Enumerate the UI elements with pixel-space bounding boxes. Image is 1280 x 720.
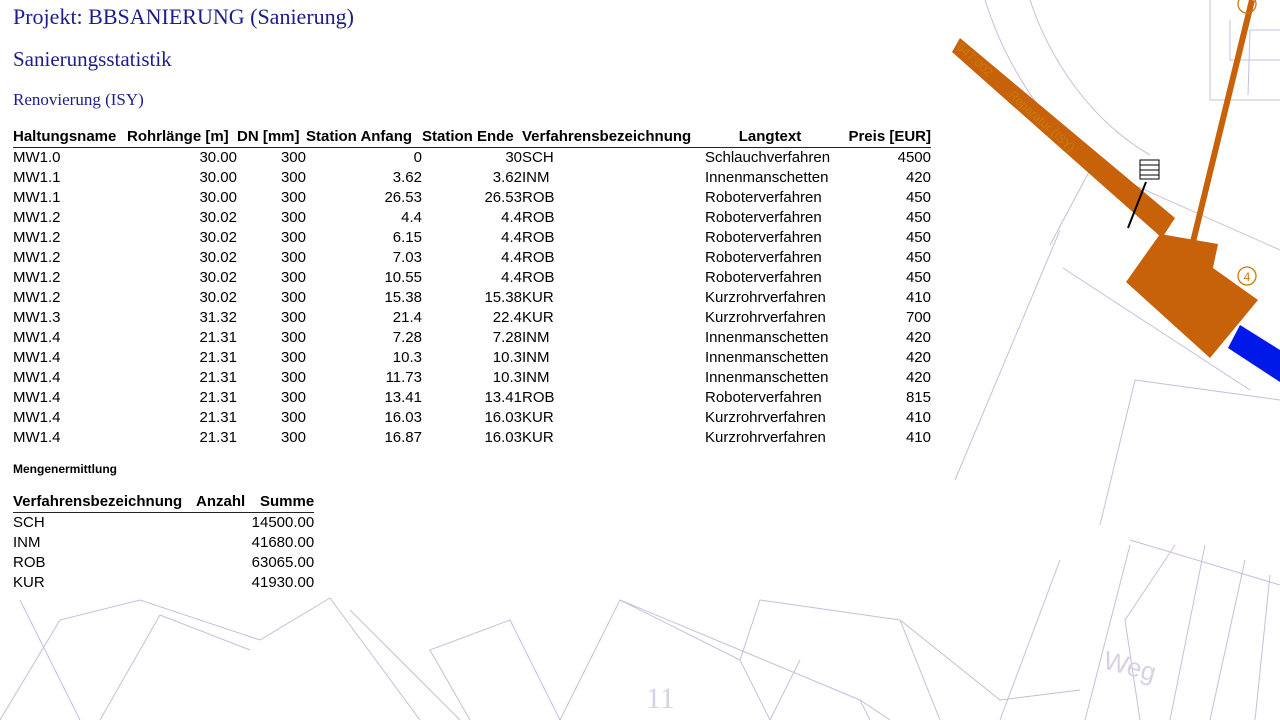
- col-header-langtext[interactable]: Langtext: [705, 126, 835, 148]
- manhole-number-label: 4: [1243, 270, 1251, 284]
- cell-preis: 450: [905, 189, 931, 206]
- quantity-heading: Mengenermittlung: [13, 462, 117, 476]
- cell-langtext: Kurzrohrverfahren: [705, 409, 826, 426]
- cell-rohrlaenge: 30.02: [199, 249, 237, 266]
- table-row[interactable]: [13, 428, 931, 448]
- street-label: Weg: [1100, 644, 1160, 688]
- cell-preis: 450: [905, 229, 931, 246]
- cell-verfahrensbezeichnung: ROB: [522, 229, 555, 246]
- cell-haltungsname: MW1.3: [13, 309, 61, 326]
- cell-station-anfang: 16.87: [384, 429, 422, 446]
- cell-preis: 410: [905, 429, 931, 446]
- cell-langtext: Innenmanschetten: [705, 329, 829, 346]
- cell-dn: 300: [280, 289, 306, 306]
- cell-rohrlaenge: 30.02: [199, 289, 237, 306]
- cell-verfahrensbezeichnung: INM: [522, 329, 550, 346]
- cell-verfahrensbezeichnung: ROB: [522, 269, 555, 286]
- cell-station-ende: 4.4: [501, 229, 522, 246]
- cell-rohrlaenge: 30.02: [199, 229, 237, 246]
- cell-langtext: Roboterverfahren: [705, 269, 822, 286]
- cell-preis: 410: [905, 289, 931, 306]
- cell-preis: 420: [905, 329, 931, 346]
- cell-rohrlaenge: 30.02: [199, 209, 237, 226]
- cell-station-anfang: 0: [413, 149, 422, 166]
- cell-station-anfang: 26.53: [384, 189, 422, 206]
- cell-preis: 450: [905, 269, 931, 286]
- cell-verfahrensbezeichnung: ROB: [522, 389, 555, 406]
- quantity-table: [13, 491, 314, 593]
- cell-rohrlaenge: 30.00: [199, 149, 237, 166]
- cell-langtext: Kurzrohrverfahren: [705, 309, 826, 326]
- cell-langtext: Roboterverfahren: [705, 389, 822, 406]
- table-row[interactable]: [13, 188, 931, 208]
- cell-rohrlaenge: 30.00: [199, 169, 237, 186]
- cell-preis: 700: [905, 309, 931, 326]
- col-header-dn[interactable]: DN [mm]: [237, 126, 306, 148]
- cell-station-ende: 4.4: [501, 209, 522, 226]
- cell-preis: 420: [905, 369, 931, 386]
- cell-verfahrensbezeichnung: INM: [522, 169, 550, 186]
- cell-dn: 300: [280, 309, 306, 326]
- cell-qty-summe: 3065.00: [260, 554, 315, 571]
- cell-preis: 815: [905, 389, 931, 406]
- cell-qty-verfahren: ROB: [13, 554, 46, 571]
- table-row[interactable]: [13, 328, 931, 348]
- col-header-qty-summe[interactable]: Summe: [260, 491, 314, 513]
- cell-verfahrensbezeichnung: ROB: [522, 209, 555, 226]
- table-row[interactable]: [13, 368, 931, 388]
- cell-station-ende: 4.4: [501, 249, 522, 266]
- cell-haltungsname: MW1.4: [13, 369, 61, 386]
- cell-station-anfang: 4.4: [401, 209, 422, 226]
- quantity-row[interactable]: [13, 533, 314, 553]
- cell-preis: 4500: [897, 149, 931, 166]
- cell-qty-summe: 1930.00: [260, 574, 315, 591]
- cell-verfahrensbezeichnung: ROB: [522, 249, 555, 266]
- cell-langtext: Roboterverfahren: [705, 229, 822, 246]
- cell-station-anfang: 7.28: [392, 329, 422, 346]
- cell-haltungsname: MW1.4: [13, 389, 61, 406]
- cell-verfahrensbezeichnung: KUR: [522, 289, 554, 306]
- quantity-header-row: [13, 491, 314, 513]
- cell-preis: 450: [905, 209, 931, 226]
- cell-station-anfang: 13.41: [384, 389, 422, 406]
- table-row[interactable]: [13, 348, 931, 368]
- cell-dn: 300: [280, 409, 306, 426]
- table-row[interactable]: [13, 248, 931, 268]
- cell-haltungsname: MW1.1: [13, 169, 61, 186]
- cell-station-anfang: 6.15: [392, 229, 422, 246]
- cell-langtext: Roboterverfahren: [705, 249, 822, 266]
- cell-dn: 300: [280, 389, 306, 406]
- cell-verfahrensbezeichnung: KUR: [522, 429, 554, 446]
- cell-langtext: Kurzrohrverfahren: [705, 429, 826, 446]
- cell-station-anfang: 3.62: [392, 169, 422, 186]
- cell-station-ende: 15.38: [484, 289, 522, 306]
- quantity-body: [13, 513, 314, 594]
- cell-station-anfang: 21.4: [392, 309, 422, 326]
- table-body: [13, 148, 931, 449]
- col-header-qty-anzahl[interactable]: Anzahl: [196, 491, 260, 513]
- cell-rohrlaenge: 21.31: [199, 409, 237, 426]
- cell-langtext: Innenmanschetten: [705, 369, 829, 386]
- cell-langtext: Roboterverfahren: [705, 209, 822, 226]
- cell-rohrlaenge: 21.31: [199, 329, 237, 346]
- quantity-row[interactable]: [13, 553, 314, 573]
- project-title: Projekt: BBSANIERUNG (Sanierung): [13, 4, 354, 29]
- cell-dn: 300: [280, 349, 306, 366]
- col-header-station-ende[interactable]: Station Ende: [422, 126, 522, 148]
- cell-rohrlaenge: 21.31: [199, 429, 237, 446]
- cell-qty-verfahren: KUR: [13, 574, 45, 591]
- pipe-station-label: 647.002: [953, 39, 996, 80]
- table-row[interactable]: [13, 408, 931, 428]
- cell-station-ende: 16.03: [484, 429, 522, 446]
- pipe-repair-label: Reparatur (ISY): [1005, 87, 1078, 155]
- cell-qty-anzahl: 1: [251, 514, 260, 531]
- cell-preis: 410: [905, 409, 931, 426]
- cell-langtext: Innenmanschetten: [705, 169, 829, 186]
- cell-verfahrensbezeichnung: ROB: [522, 189, 555, 206]
- cell-qty-verfahren: INM: [13, 534, 41, 551]
- cell-preis: 420: [905, 169, 931, 186]
- section-title: Renovierung (ISY): [13, 90, 144, 109]
- cell-qty-summe: 4500.00: [260, 514, 315, 531]
- cell-verfahrensbezeichnung: KUR: [522, 409, 554, 426]
- table-row[interactable]: [13, 388, 931, 408]
- cell-dn: 300: [280, 429, 306, 446]
- cell-station-ende: 30: [505, 149, 522, 166]
- cell-rohrlaenge: 30.02: [199, 269, 237, 286]
- cell-haltungsname: MW1.1: [13, 189, 61, 206]
- report-title: Sanierungsstatistik: [13, 47, 172, 71]
- col-header-qty-verfahren[interactable]: Verfahrensbezeichnung: [13, 491, 196, 513]
- table-header-row: [13, 126, 931, 148]
- cell-station-anfang: 10.3: [392, 349, 422, 366]
- cell-qty-anzahl: 4: [251, 534, 260, 551]
- table-row[interactable]: [13, 268, 931, 288]
- cell-station-anfang: 7.03: [392, 249, 422, 266]
- cell-dn: 300: [280, 229, 306, 246]
- cell-station-anfang: 11.73: [385, 369, 422, 386]
- cell-langtext: Roboterverfahren: [705, 189, 822, 206]
- quantity-row[interactable]: [13, 573, 314, 593]
- cell-station-ende: 26.53: [484, 189, 522, 206]
- table-row[interactable]: [13, 228, 931, 248]
- cell-haltungsname: MW1.4: [13, 409, 61, 426]
- cell-dn: 300: [280, 169, 306, 186]
- table-row[interactable]: [13, 208, 931, 228]
- cell-qty-anzahl: 4: [251, 574, 260, 591]
- cell-dn: 300: [280, 209, 306, 226]
- cell-verfahrensbezeichnung: SCH: [522, 149, 554, 166]
- cell-qty-summe: 1680.00: [260, 534, 315, 551]
- cell-haltungsname: MW1.2: [13, 269, 61, 286]
- cell-haltungsname: MW1.0: [13, 149, 61, 166]
- cell-dn: 300: [280, 149, 306, 166]
- cell-verfahrensbezeichnung: INM: [522, 369, 550, 386]
- col-header-rohrlaenge[interactable]: Rohrlänge [m]: [127, 126, 237, 148]
- cell-station-ende: 13.41: [484, 389, 522, 406]
- cell-rohrlaenge: 21.31: [199, 389, 237, 406]
- cell-haltungsname: MW1.2: [13, 249, 61, 266]
- cell-station-ende: 7.28: [492, 329, 522, 346]
- cell-haltungsname: MW1.4: [13, 329, 61, 346]
- cell-preis: 450: [905, 249, 931, 266]
- col-header-preis[interactable]: Preis [EUR]: [835, 126, 931, 148]
- cell-station-ende: 4.4: [501, 269, 522, 286]
- cell-station-anfang: 16.03: [384, 409, 422, 426]
- cell-station-ende: 22.4: [492, 309, 522, 326]
- cell-preis: 420: [905, 349, 931, 366]
- cell-langtext: Kurzrohrverfahren: [705, 289, 826, 306]
- table-row[interactable]: [13, 148, 931, 169]
- cell-station-ende: 3.62: [492, 169, 522, 186]
- cell-dn: 300: [280, 189, 306, 206]
- cell-haltungsname: MW1.2: [13, 289, 61, 306]
- col-header-verfahrensbezeichnung[interactable]: Verfahrensbezeichnung: [522, 126, 705, 148]
- cell-langtext: Schlauchverfahren: [705, 149, 831, 166]
- cell-haltungsname: MW1.4: [13, 429, 61, 446]
- rehabilitation-table: [13, 126, 931, 448]
- cell-rohrlaenge: 21.31: [199, 369, 237, 386]
- cell-haltungsname: MW1.4: [13, 349, 61, 366]
- cell-station-ende: 10.3: [492, 369, 522, 386]
- cell-verfahrensbezeichnung: INM: [522, 349, 550, 366]
- cell-dn: 300: [280, 369, 306, 386]
- cell-rohrlaenge: 31.32: [199, 309, 237, 326]
- table-row[interactable]: [13, 168, 931, 188]
- cell-station-ende: 16.03: [484, 409, 522, 426]
- parcel-number-label: 11: [646, 682, 675, 715]
- cell-qty-anzahl: 6: [251, 554, 260, 571]
- cell-langtext: Innenmanschetten: [705, 349, 829, 366]
- cell-dn: 300: [280, 269, 306, 286]
- col-header-station-anfang[interactable]: Station Anfang: [306, 126, 422, 148]
- cell-haltungsname: MW1.2: [13, 229, 61, 246]
- cell-rohrlaenge: 21.31: [199, 349, 237, 366]
- cell-station-ende: 10.3: [492, 349, 522, 366]
- cell-dn: 300: [280, 329, 306, 346]
- cell-dn: 300: [280, 249, 306, 266]
- cell-station-anfang: 15.38: [384, 289, 422, 306]
- table-row[interactable]: [13, 308, 931, 328]
- cell-rohrlaenge: 30.00: [199, 189, 237, 206]
- table-row[interactable]: [13, 288, 931, 308]
- cell-haltungsname: MW1.2: [13, 209, 61, 226]
- col-header-haltungsname[interactable]: Haltungsname: [13, 126, 127, 148]
- cell-station-anfang: 10.55: [384, 269, 422, 286]
- cell-verfahrensbezeichnung: KUR: [522, 309, 554, 326]
- quantity-row[interactable]: [13, 513, 314, 534]
- cell-qty-verfahren: SCH: [13, 514, 45, 531]
